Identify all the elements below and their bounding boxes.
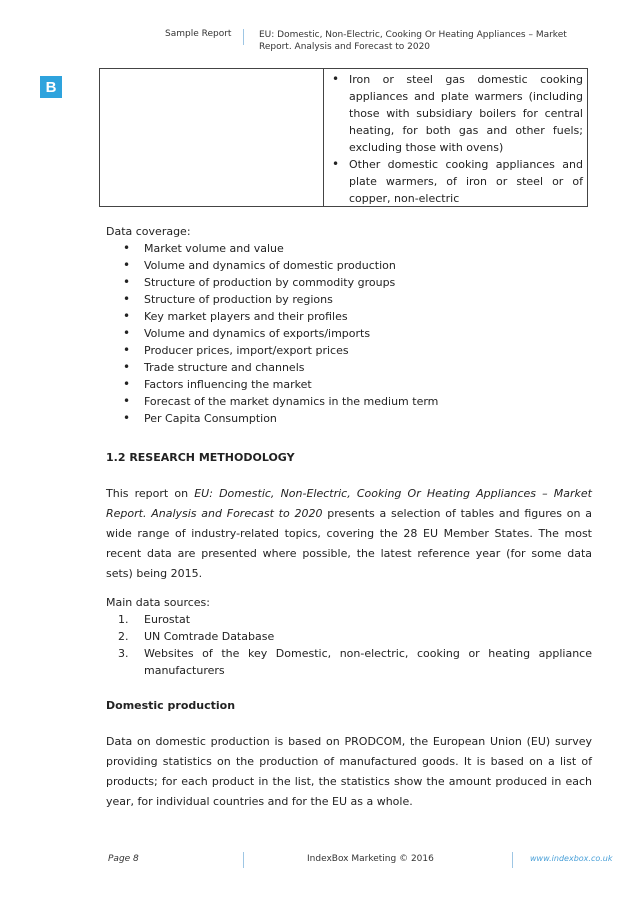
methodology-paragraph [106, 484, 592, 584]
list-number: 1. [118, 613, 129, 626]
coverage-label: Data coverage: [106, 225, 191, 238]
page-footer [0, 852, 638, 868]
list-text: Websites of the key Domestic, non-electric, cooking or heating appliance manufacturers [144, 647, 592, 677]
sources-label: Main data sources: [106, 596, 210, 609]
footer-divider [243, 852, 244, 868]
list-item: • Forecast of the market dynamics in the medium term [106, 393, 592, 410]
list-number: 2. [118, 630, 129, 643]
list-item: • Other domestic cooking appliances and plate warmers, of iron or steel or of copper, non-electric [331, 156, 583, 207]
header-divider [243, 29, 244, 45]
footer-divider [512, 852, 513, 868]
header-title-line-2: Report. Analysis and Forecast to 2020 [259, 42, 431, 52]
subsection-heading: Domestic production [106, 699, 236, 712]
page-number: Page 8 [108, 854, 139, 864]
list-item: • Trade structure and channels [106, 359, 592, 376]
list-item: • Key market players and their profiles [106, 308, 592, 325]
paragraph-text: presents a selection of tables and figures on a wide range of industry-related topics, covering the 28 EU Member States. The most recent data are presented where possible, the latest reference year (for some data sets) being 2015. [106, 507, 592, 580]
list-item: • Iron or steel gas domestic cooking appliances and plate warmers (including those with subsidiary boilers for central heating, for both gas and other fuels; excluding those with ovens) [331, 71, 583, 156]
copyright-text: IndexBox Marketing © 2016 [307, 854, 434, 864]
list-text: Eurostat [144, 613, 191, 626]
product-table [99, 68, 588, 207]
coverage-list [106, 240, 592, 427]
list-item: • Structure of production by regions [106, 291, 592, 308]
list-item [106, 645, 592, 679]
header-sample-report: Sample Report [165, 29, 232, 39]
list-item: • Market volume and value [106, 240, 592, 257]
product-list [331, 71, 583, 207]
list-item: • Volume and dynamics of exports/imports [106, 325, 592, 342]
list-text: UN Comtrade Database [144, 630, 275, 643]
production-paragraph: Data on domestic production is based on PRODCOM, the European Union (EU) survey providing statistics on the production of manufactured goods. It is based on a list of products; for each product in the list, the statistics show the amount produced in each year, for individual countries and for the EU as a whole. [106, 735, 592, 808]
indexbox-logo: B [40, 76, 62, 98]
list-item: • Factors influencing the market [106, 376, 592, 393]
header-title-line-1: EU: Domestic, Non-Electric, Cooking Or Heating Appliances – Market [259, 30, 567, 40]
list-item [106, 611, 592, 628]
website-link[interactable]: www.indexbox.co.uk [530, 854, 613, 863]
list-item: • Producer prices, import/export prices [106, 342, 592, 359]
table-column-divider [323, 69, 324, 206]
report-title: EU: Domestic, Non-Electric, Cooking Or Heating Appliances – Market Report. Analysis and Forecast to 2020 [106, 487, 592, 520]
list-number: 3. [118, 647, 129, 660]
main-content [106, 223, 592, 812]
list-item: • Structure of production by commodity groups [106, 274, 592, 291]
header-report-title [259, 29, 579, 53]
paragraph-text: This report on [106, 487, 195, 500]
sources-list [106, 611, 592, 679]
section-heading: 1.2 RESEARCH METHODOLOGY [106, 451, 295, 464]
list-item: • Volume and dynamics of domestic production [106, 257, 592, 274]
list-item: • Per Capita Consumption [106, 410, 592, 427]
list-item [106, 628, 592, 645]
